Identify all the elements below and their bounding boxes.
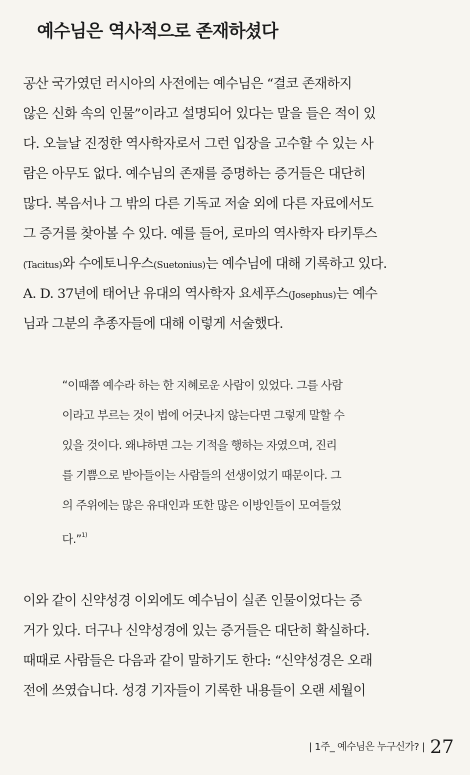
text-line: 그 증거를 찾아볼 수 있다. 예를 들어, 로마의 역사학자 타키투스 [23, 227, 378, 242]
quote-line: 있을 것이다. 왜냐하면 그는 기적을 행하는 자였으며, 진리 [62, 438, 337, 452]
block-quote-josephus [62, 370, 442, 550]
text-line: 이와 같이 신약성경 이외에도 예수님이 실존 인물이었다는 증 [23, 594, 362, 609]
footnote-marker: 1) [81, 531, 88, 539]
quote-line: “이때쯤 예수라 하는 한 지혜로운 사람이 있었다. 그를 사람 [62, 378, 343, 392]
body-paragraph-1 [23, 70, 449, 340]
text-line [23, 250, 449, 280]
page-footer [309, 736, 454, 758]
text-line: 때때로 사람들은 다음과 같이 말하기도 한다: “신약성경은 오래 [23, 654, 373, 669]
latin-name-suetonius: (Suetonius) [153, 260, 206, 271]
text-segment: 다.” [62, 532, 82, 546]
text-line: 전에 쓰였습니다. 성경 기자들이 기록한 내용들이 오랜 세월이 [23, 684, 366, 699]
quote-line [62, 520, 442, 550]
running-head: | 1주_ 예수님은 누구신가? | [308, 742, 425, 753]
text-segment: A. D. 37년에 태어난 유대의 역사학자 요세푸스 [23, 287, 289, 302]
quote-line: 의 주위에는 많은 유대인과 또한 많은 이방인들이 모여들었 [62, 498, 342, 512]
text-segment: 와 수에토니우스 [62, 257, 154, 272]
text-line [23, 280, 449, 310]
body-paragraph-2 [23, 587, 449, 707]
text-line: 않은 신화 속의 인물”이라고 설명되어 있다는 말을 들은 적이 있 [23, 107, 376, 122]
text-line: 람은 아무도 없다. 예수님의 존재를 증명하는 증거들은 대단히 [23, 167, 366, 182]
text-segment: 는 예수 [336, 287, 378, 302]
text-line: 님과 그분의 추종자들에 대해 이렇게 서술했다. [23, 317, 284, 332]
quote-line: 를 기쁨으로 받아들이는 사람들의 선생이었기 때문이다. 그 [62, 468, 342, 482]
text-line: 다. 오늘날 진정한 역사학자로서 그런 입장을 고수할 수 있는 사 [23, 137, 374, 152]
text-line: 공산 국가였던 러시아의 사전에는 예수님은 “결코 존재하지 [23, 77, 352, 92]
section-heading: 예수님은 역사적으로 존재하셨다 [37, 22, 278, 42]
page-number: 27 [429, 736, 454, 758]
latin-name-josephus: (Josephus) [288, 290, 337, 301]
text-line: 거가 있다. 더구나 신약성경에 있는 증거들은 대단히 확실하다. [23, 624, 370, 639]
latin-name-tacitus: (Tacitus) [23, 260, 63, 271]
text-segment: 는 예수님에 대해 기록하고 있다. [205, 257, 387, 272]
quote-line: 이라고 부르는 것이 법에 어긋나지 않는다면 그렇게 말할 수 [62, 408, 345, 422]
text-line: 많다. 복음서나 그 밖의 다른 기독교 저술 외에 다른 자료에서도 [23, 197, 374, 212]
